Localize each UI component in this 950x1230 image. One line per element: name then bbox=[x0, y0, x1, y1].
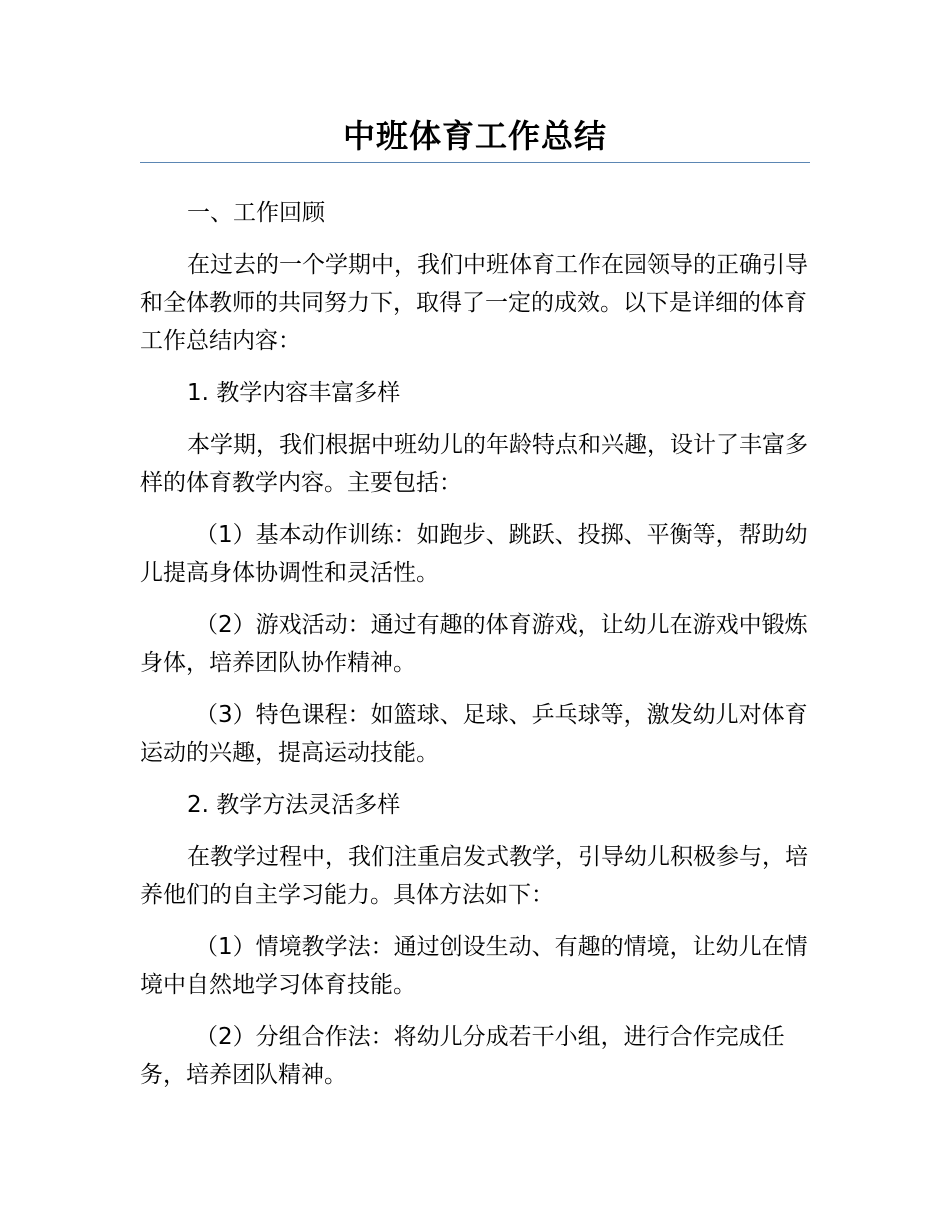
title-divider bbox=[140, 162, 810, 163]
document-title: 中班体育工作总结 bbox=[342, 117, 607, 155]
subsection-heading: 1. 教学内容丰富多样 bbox=[187, 380, 401, 406]
body-paragraph: 在教学过程中，我们注重启发式教学，引导幼儿积极参与，培养他们的自主学习能力。具体方法如下： bbox=[140, 844, 808, 908]
list-item: （1）基本动作训练：如跑步、跳跃、投掷、平衡等，帮助幼儿提高身体协调性和灵活性。 bbox=[140, 522, 808, 586]
body-paragraph: 本学期，我们根据中班幼儿的年龄特点和兴趣，设计了丰富多样的体育教学内容。主要包括： bbox=[140, 432, 808, 496]
document-body bbox=[140, 194, 810, 1108]
list-item: （3）特色课程：如篮球、足球、乒乓球等，激发幼儿对体育运动的兴趣，提高运动技能。 bbox=[140, 702, 808, 766]
list-item: （2）分组合作法：将幼儿分成若干小组，进行合作完成任务，培养团队精神。 bbox=[140, 1024, 785, 1088]
subsection-heading: 2. 教学方法灵活多样 bbox=[187, 792, 401, 818]
section-heading: 一、工作回顾 bbox=[187, 200, 325, 226]
list-item: （2）游戏活动：通过有趣的体育游戏，让幼儿在游戏中锻炼身体，培养团队协作精神。 bbox=[140, 612, 808, 676]
body-paragraph: 在过去的一个学期中，我们中班体育工作在园领导的正确引导和全体教师的共同努力下，取得了一定的成效。以下是详细的体育工作总结内容： bbox=[140, 252, 808, 354]
list-item: （1）情境教学法：通过创设生动、有趣的情境，让幼儿在情境中自然地学习体育技能。 bbox=[140, 934, 808, 998]
